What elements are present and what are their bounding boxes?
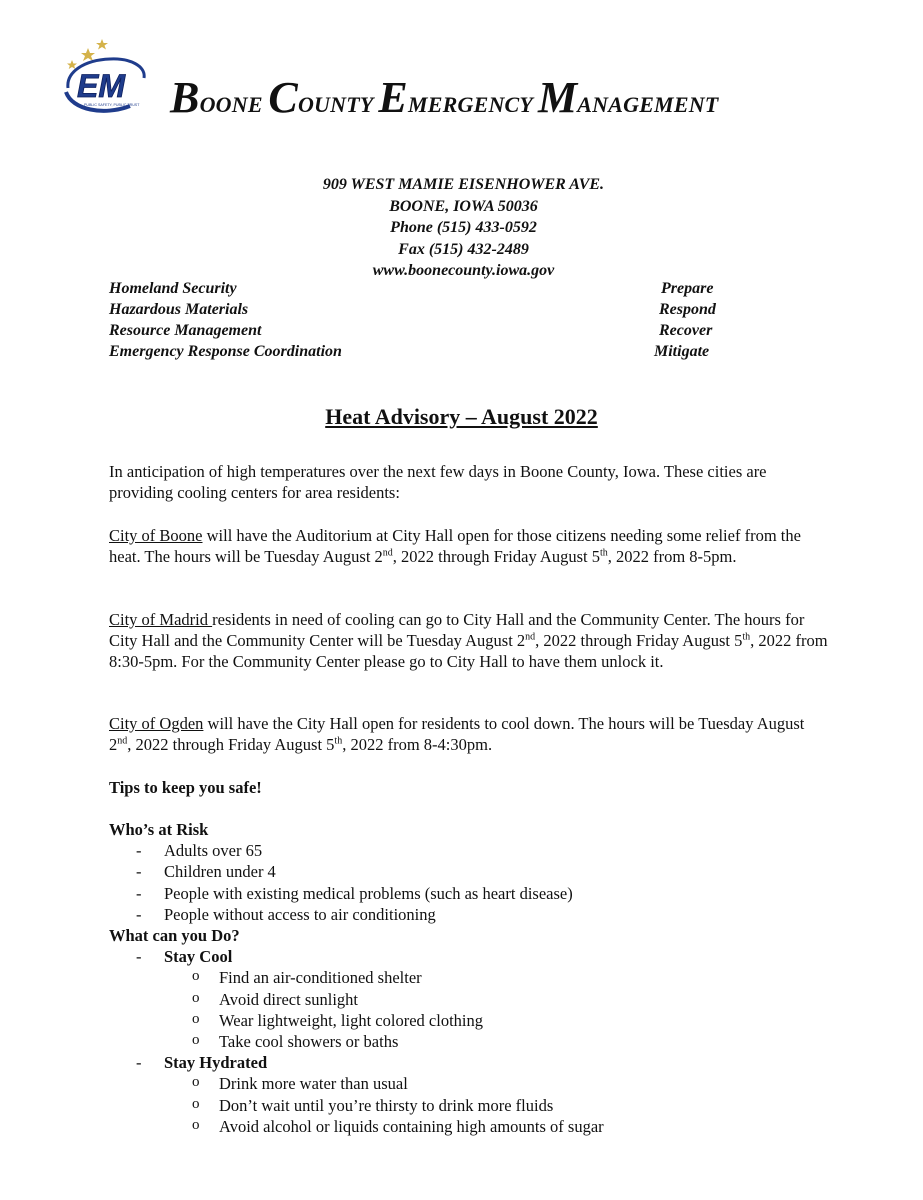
city-state-zip: BOONE, IOWA 50036 [389, 197, 538, 215]
risk-list [109, 840, 829, 925]
org-word-rest: ANAGEMENT [577, 92, 719, 117]
paragraph-text: , 2022 through Friday August 5 [392, 547, 600, 567]
motto-item: Recover [659, 322, 713, 339]
org-word-initial: C [268, 73, 298, 122]
ordinal-suffix: nd [525, 631, 536, 643]
list-item: o Avoid alcohol or liquids containing high amounts of sugar [109, 1116, 829, 1137]
paragraph-text: , 2022 through Friday August 5 [127, 735, 335, 755]
org-word-rest: OONE [199, 92, 263, 117]
actions-heading: What can you Do? [109, 926, 240, 946]
paragraph-text: , 2022 from 8:30-5pm. For the Community Center please go to City Hall to have them unlock it. [109, 631, 828, 672]
paragraph-text: , 2022 through Friday August 5 [535, 631, 743, 651]
logo-tagline-text: PUBLIC SAFETY, PUBLIC TRUST [84, 103, 140, 107]
address-block [0, 174, 923, 282]
service-item: Emergency Response Coordination [109, 343, 342, 360]
logo-star-icon [67, 60, 77, 69]
service-item: Homeland Security [109, 280, 237, 297]
paragraph-text: will have the Auditorium at City Hall open for those citizens needing some relief from the heat. The hours will be Tuesday August 2 [109, 526, 801, 567]
logo-star-icon [81, 48, 95, 61]
action-group-title: Stay Cool [164, 947, 233, 967]
action-sublist [109, 967, 829, 1052]
madrid-section [109, 609, 829, 673]
fax-number: Fax (515) 432-2489 [398, 240, 529, 258]
ordinal-suffix: th [742, 631, 751, 643]
org-word-rest: MERGENCY [407, 92, 533, 117]
ordinal-suffix: nd [382, 547, 393, 559]
services-list [109, 278, 342, 362]
logo-star-icon [96, 39, 108, 50]
list-item: o Don’t wait until you’re thirsty to drink more fluids [109, 1095, 829, 1116]
intro-section [109, 461, 829, 503]
city-name-ogden: City of Ogden [109, 714, 204, 733]
phone-number: Phone (515) 433-0592 [390, 219, 537, 236]
organization-name [170, 73, 719, 122]
org-word-initial: B [170, 73, 200, 122]
list-item: - People without access to air conditioning [109, 904, 829, 925]
ordinal-suffix: nd [117, 735, 128, 747]
em-logo-graphic [58, 36, 150, 118]
document-title: Heat Advisory – August 2022 [325, 404, 598, 429]
motto-item: Prepare [661, 280, 714, 297]
org-word-rest: OUNTY [297, 92, 373, 117]
list-item: o Avoid direct sunlight [109, 989, 829, 1010]
list-item: - People with existing medical problems (such as heart disease) [109, 883, 829, 904]
action-sublist [109, 1073, 829, 1137]
ogden-section [109, 713, 829, 755]
ogden-paragraph [109, 713, 829, 755]
city-name-boone: City of Boone [109, 526, 203, 545]
list-item: - Children under 4 [109, 861, 829, 882]
service-item: Resource Management [109, 322, 262, 339]
org-word-initial: M [537, 73, 578, 122]
service-item: Hazardous Materials [109, 301, 249, 318]
boone-section [109, 525, 829, 567]
action-group [109, 946, 829, 1052]
list-item: - Adults over 65 [109, 840, 829, 861]
logo-em-text: EM [77, 68, 125, 104]
em-logo [58, 36, 150, 118]
paragraph-text: residents in need of cooling can go to City Hall and the Community Center. The hours for City Hall and the Community Center will be Tuesday August 2 [109, 610, 805, 651]
list-item: o Wear lightweight, light colored clothing [109, 1010, 829, 1031]
motto-item: Mitigate [654, 343, 710, 360]
org-word-initial: E [378, 73, 408, 122]
list-item: o Take cool showers or baths [109, 1031, 829, 1052]
action-group-title: Stay Hydrated [164, 1053, 268, 1073]
paragraph-text: , 2022 from 8-4:30pm. [342, 735, 493, 755]
tips-heading: Tips to keep you safe! [109, 778, 262, 797]
list-item: o Find an air-conditioned shelter [109, 967, 829, 988]
madrid-paragraph [109, 609, 829, 673]
tips-section [109, 819, 829, 1137]
action-group [109, 1052, 829, 1137]
mottos-list [654, 278, 716, 362]
paragraph-text: will have the City Hall open for residents to cool down. The hours will be Tuesday August 2 [109, 714, 805, 755]
ordinal-suffix: th [334, 735, 343, 747]
boone-paragraph [109, 525, 829, 567]
intro-paragraph: In anticipation of high temperatures over the next few days in Boone County, Iowa. These cities are providing cooling centers for area residents: [109, 462, 767, 503]
city-name-madrid: City of Madrid [109, 610, 213, 629]
risk-heading: Who’s at Risk [109, 820, 209, 839]
website-url: www.boonecounty.iowa.gov [372, 262, 555, 279]
motto-item: Respond [659, 301, 716, 318]
paragraph-text: , 2022 from 8-5pm. [607, 547, 737, 567]
actions-list [109, 946, 829, 1137]
list-item: o Drink more water than usual [109, 1073, 829, 1094]
ordinal-suffix: th [599, 547, 608, 559]
street-address: 909 WEST MAMIE EISENHOWER AVE. [322, 176, 605, 193]
